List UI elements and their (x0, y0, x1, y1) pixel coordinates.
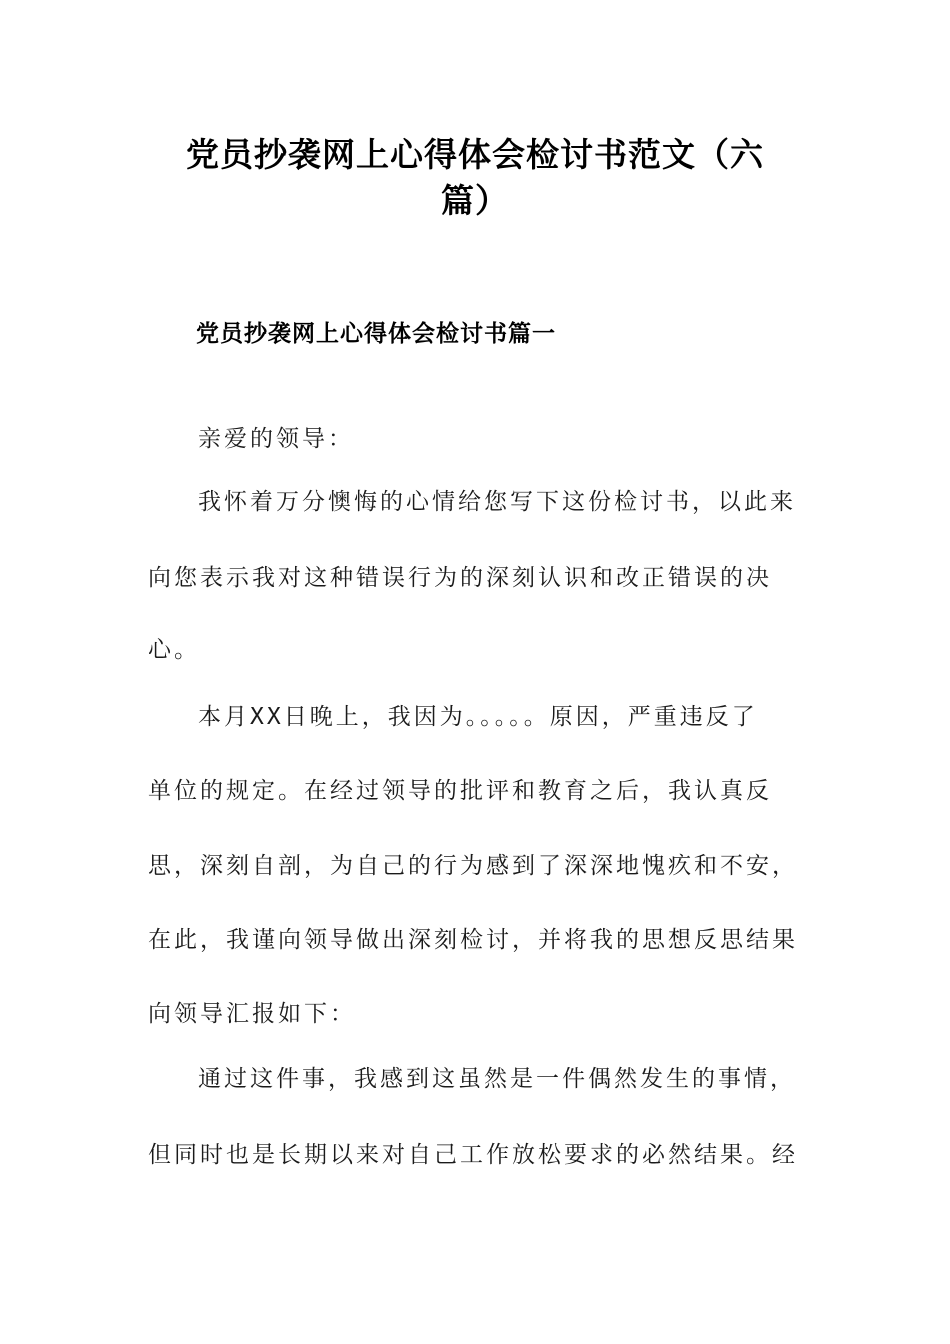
document-title-line-1: 党员抄袭网上心得体会检讨书范文（六 (186, 135, 764, 174)
body-line: 思，深刻自剖，为自己的行为感到了深深地愧疚和不安， (148, 853, 798, 879)
body-line: 本月XX日晚上，我因为。。。。。原因，严重违反了 (198, 704, 758, 730)
body-line: 我怀着万分懊悔的心情给您写下这份检讨书，以此来 (198, 489, 796, 515)
body-line: 心。 (148, 637, 200, 663)
salutation: 亲爱的领导： (198, 426, 354, 452)
body-line: 通过这件事，我感到这虽然是一件偶然发生的事情， (198, 1066, 796, 1092)
section-heading: 党员抄袭网上心得体会检讨书篇一 (196, 320, 556, 347)
body-line: 向您表示我对这种错误行为的深刻认识和改正错误的决 (148, 565, 772, 591)
body-line: 但同时也是长期以来对自己工作放松要求的必然结果。经 (148, 1142, 798, 1168)
body-line: 向领导汇报如下： (148, 1001, 356, 1027)
body-line: 在此，我谨向领导做出深刻检讨，并将我的思想反思结果 (148, 927, 798, 953)
body-line: 单位的规定。在经过领导的批评和教育之后，我认真反 (148, 778, 772, 804)
document-title-line-2: 篇） (441, 181, 509, 220)
